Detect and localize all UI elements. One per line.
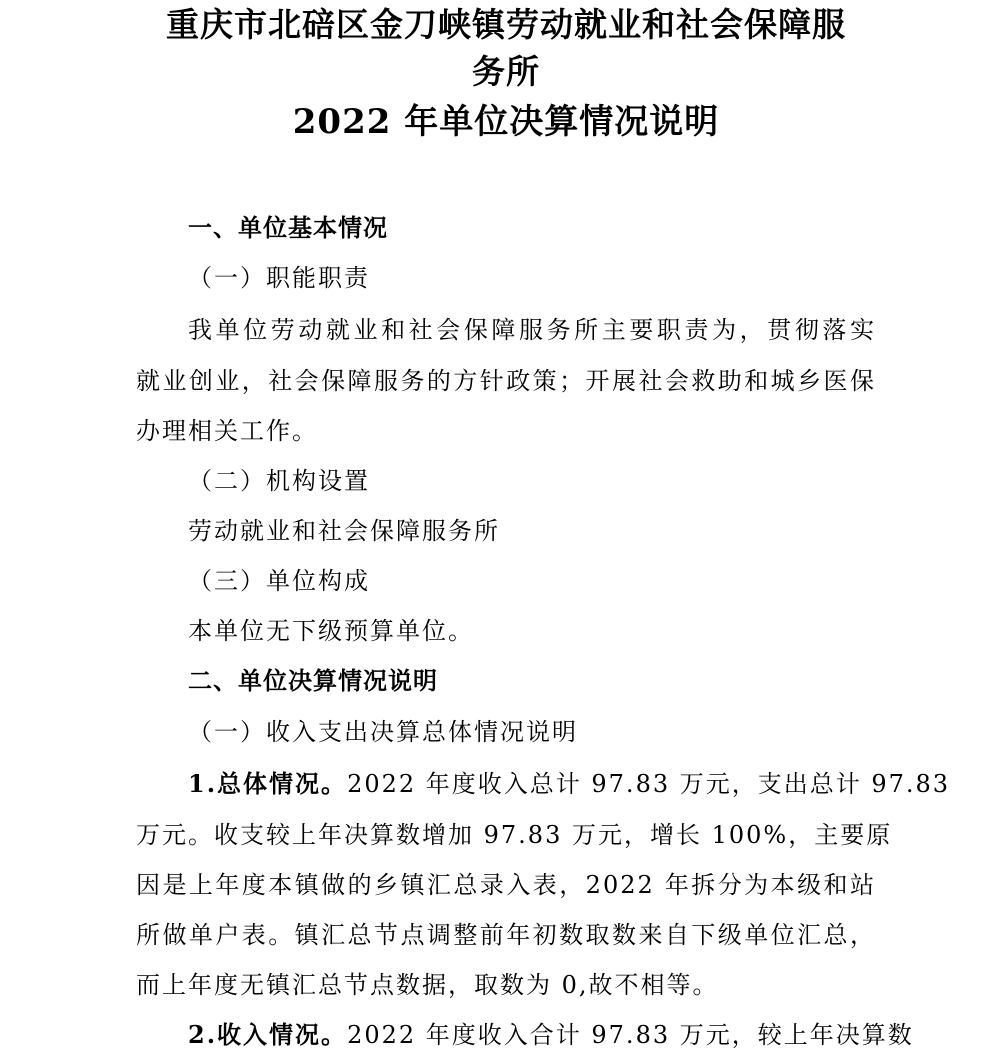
sub1-para-line1: 我单位劳动就业和社会保障服务所主要职责为，贯彻落实 xyxy=(188,316,876,344)
document-title-line1: 重庆市北碚区金刀峡镇劳动就业和社会保障服 xyxy=(166,5,846,44)
item1-line3: 因是上年度本镇做的乡镇汇总录入表，2022 年拆分为本级和站 xyxy=(136,871,876,899)
item2-line1 xyxy=(188,1018,914,1052)
item2-label: 2.收入情况。 xyxy=(188,1020,348,1049)
sub3-para: 本单位无下级预算单位。 xyxy=(188,617,474,645)
document-title-line2: 务所 xyxy=(472,52,540,91)
section1-heading: 一、单位基本情况 xyxy=(188,213,388,242)
item1-line1 xyxy=(188,767,951,801)
document-title-line3: 2022 年单位决算情况说明 xyxy=(292,102,720,142)
item1-line5: 而上年度无镇汇总节点数据，取数为 0,故不相等。 xyxy=(136,971,719,999)
sub1-para-line2: 就业创业，社会保障服务的方针政策；开展社会救助和城乡医保 xyxy=(136,367,876,395)
item1-label: 1.总体情况。 xyxy=(188,769,348,798)
sub2-heading: （二）机构设置 xyxy=(188,467,370,495)
item1-line4: 所做单户表。镇汇总节点调整前年初数取数来自下级单位汇总， xyxy=(136,921,876,949)
item1-line1-text: 2022 年度收入总计 97.83 万元，支出总计 97.83 xyxy=(347,770,951,798)
sec2-sub1-heading: （一）收入支出决算总体情况说明 xyxy=(188,718,578,746)
item2-line1-text: 2022 年度收入合计 97.83 万元，较上年决算数 xyxy=(347,1021,914,1049)
section2-heading: 二、单位决算情况说明 xyxy=(188,666,438,695)
item1-line2: 万元。收支较上年决算数增加 97.83 万元，增长 100%，主要原 xyxy=(136,821,893,849)
sub1-para-line3: 办理相关工作。 xyxy=(136,417,318,445)
sub2-para: 劳动就业和社会保障服务所 xyxy=(188,517,500,545)
sub1-heading: （一）职能职责 xyxy=(188,264,370,292)
sub3-heading: （三）单位构成 xyxy=(188,567,370,595)
